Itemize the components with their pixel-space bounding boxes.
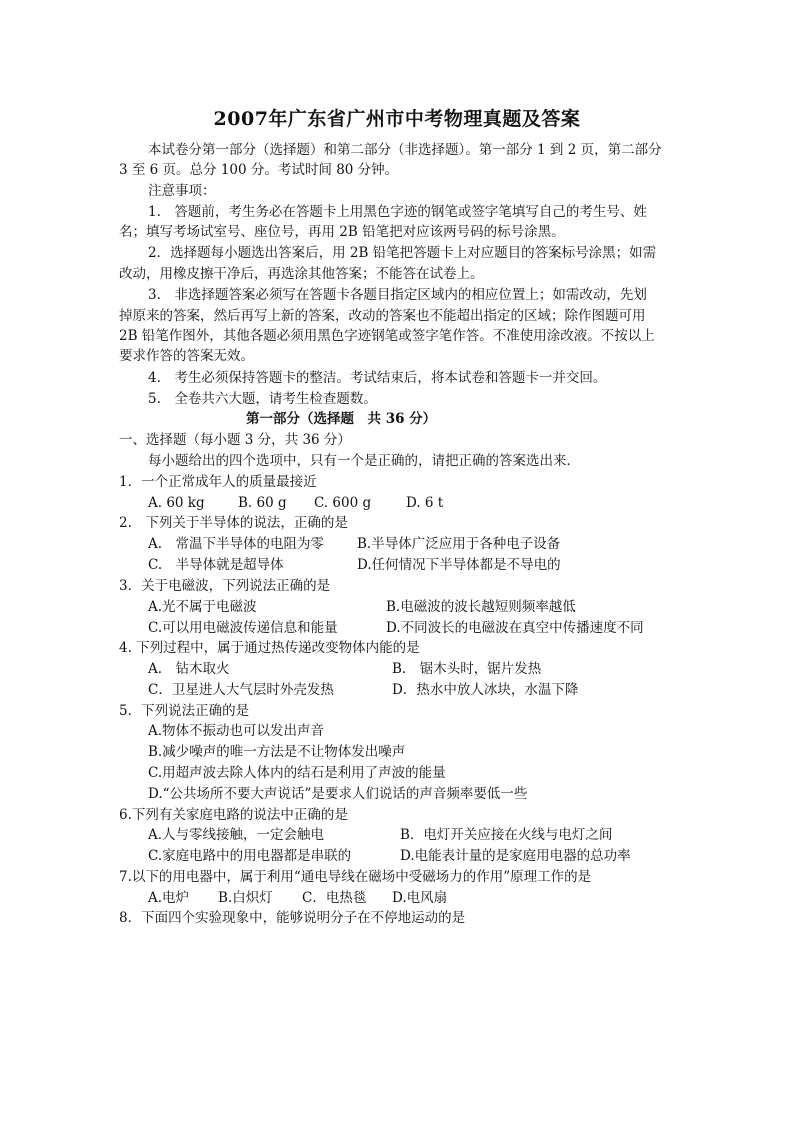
question-1-option-b: B. 60 g — [238, 495, 287, 511]
document-title: 2007年广东省广州市中考物理真题及答案 — [213, 108, 581, 130]
question-2-option-c: C. 半导体就是超导体 — [148, 557, 284, 573]
question-7-option-a: A.电炉 — [148, 890, 190, 906]
note-3-line-1: 3. 非选择题答案必须写在答题卡各题目指定区域内的相应位置上；如需改动，先划 — [148, 287, 647, 303]
question-6-stem: 6.下列有关家庭电路的说法中正确的是 — [119, 807, 348, 823]
section-1-heading: 一、选择题（每小题 3 分，共 36 分） — [119, 432, 351, 448]
question-1-stem: 1．一个正常成年人的质量最接近 — [119, 474, 317, 490]
question-3-option-c: C.可以用电磁波传递信息和能量 — [148, 620, 338, 636]
question-7-option-d: D.电风扇 — [392, 890, 448, 906]
question-6-option-a: A.人与零线接触，一定会触电 — [148, 827, 325, 843]
question-7-stem: 7.以下的用电器中，属于利用“通电导线在磁场中受磁场力的作用”原理工作的是 — [119, 869, 592, 885]
note-2-line-1: 2．选择题每小题选出答案后，用 2B 铅笔把答题卡上对应题目的答案标号涂黑；如需 — [148, 245, 657, 261]
question-3-stem: 3．关于电磁波，下列说法正确的是 — [119, 578, 331, 594]
question-3-option-b: B.电磁波的波长越短则频率越低 — [386, 599, 576, 615]
intro-line-2: 3 至 6 页。总分 100 分。考试时间 80 分钟。 — [119, 162, 399, 178]
question-5-option-d: D.“公共场所不要大声说话”是要求人们说话的声音频率要低一些 — [148, 786, 528, 802]
question-5-stem: 5．下列说法正确的是 — [119, 703, 250, 719]
question-1-option-d: D. 6 t — [406, 495, 444, 511]
note-2-line-2: 改动，用橡皮擦干净后，再选涂其他答案；不能答在试卷上。 — [119, 266, 484, 282]
question-5-option-c: C.用超声波去除人体内的结石是利用了声波的能量 — [148, 765, 446, 781]
part-1-heading: 第一部分（选择题 共 36 分） — [246, 411, 437, 427]
note-3-line-3: 2B 铅笔作图外，其他各题必须用黑色字迹钢笔或签字笔作答。不准使用涂改液。不按以上 — [119, 328, 655, 344]
question-8-stem: 8．下面四个实验现象中，能够说明分子在不停地运动的是 — [119, 910, 466, 926]
question-4-option-c: C．卫星进人大气层时外壳发热 — [148, 682, 334, 698]
question-4-option-a: A. 钻木取火 — [148, 661, 230, 677]
question-6-option-b: B．电灯开关应接在火线与电灯之间 — [400, 827, 613, 843]
question-6-option-c: C.家庭电路中的用电器都是串联的 — [148, 848, 352, 864]
note-1-line-1: 1. 答题前，考生务必在答题卡上用黑色字迹的钢笔或签字笔填写自己的考生号、姓 — [148, 204, 647, 220]
section-1-instructions: 每小题给出的四个选项中，只有一个是正确的，请把正确的答案选出来． — [148, 453, 580, 469]
question-4-option-d: D．热水中放人冰块，水温下降 — [392, 682, 579, 698]
question-4-stem: 4. 下列过程中，属于通过热传递改变物体内能的是 — [119, 640, 420, 656]
question-5-option-b: B.减少噪声的唯一方法是不让物体发出噪声 — [148, 744, 406, 760]
question-7-option-c: C．电热毯 — [302, 890, 367, 906]
question-2-option-b: B.半导体广泛应用于各种电子设备 — [357, 536, 561, 552]
intro-line-1: 本试卷分第一部分（选择题）和第二部分（非选择题）。第一部分 1 到 2 页，第二部分 — [148, 142, 662, 158]
question-1-option-a: A. 60 kg — [148, 495, 205, 511]
note-3-line-4: 要求作答的答案无效。 — [119, 348, 254, 364]
question-3-option-d: D.不同波长的电磁波在真空中传播速度不同 — [386, 620, 644, 636]
notes-heading: 注意事项： — [148, 183, 216, 199]
question-2-option-a: A. 常温下半导体的电阻为零 — [148, 536, 325, 552]
question-5-option-a: A.物体不振动也可以发出声音 — [148, 723, 325, 739]
note-1-line-2: 名；填写考场试室号、座位号，再用 2B 铅笔把对应该两号码的标号涂黑。 — [119, 224, 565, 240]
note-4: 4. 考生必须保持答题卡的整洁。考试结束后，将本试卷和答题卡一并交回。 — [148, 370, 607, 386]
question-6-option-d: D.电能表计量的是家庭用电器的总功率 — [400, 848, 631, 864]
question-4-option-b: B. 锯木头时，锯片发热 — [392, 661, 542, 677]
question-7-option-b: B.白炽灯 — [218, 890, 273, 906]
note-5: 5. 全卷共六大题，请考生检查题数。 — [148, 391, 377, 407]
note-3-line-2: 掉原来的答案，然后再写上新的答案，改动的答案也不能超出指定的区域；除作图题可用 — [119, 308, 646, 324]
question-2-option-d: D.任何情况下半导体都是不导电的 — [357, 557, 561, 573]
question-2-stem: 2. 下列关于半导体的说法，正确的是 — [119, 515, 348, 531]
question-3-option-a: A.光不属于电磁波 — [148, 599, 257, 615]
question-1-option-c: C. 600 g — [314, 495, 372, 511]
